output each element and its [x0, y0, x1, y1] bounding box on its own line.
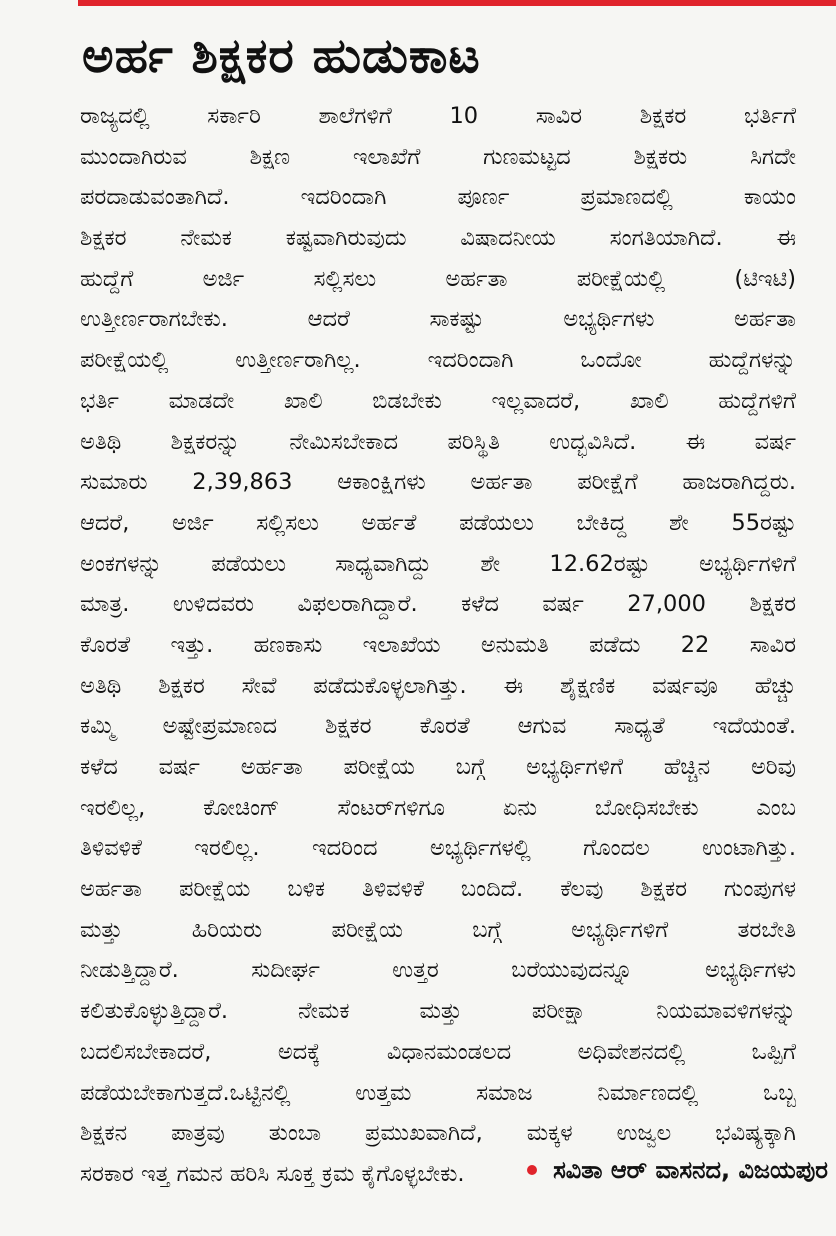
author-name: ಸವಿತಾ ಆರ್ ವಾಸನದ, ವಿಜಯಪುರ: [553, 1156, 828, 1184]
body-line: ಉತ್ತೀರ್ಣರಾಗಬೇಕು. ಆದರೆ ಸಾಕಷ್ಟು ಅಭ್ಯರ್ಥಿಗಳು ಅರ್ಹತಾ: [80, 306, 796, 333]
body-line: ಕಲಿತುಕೊಳ್ಳುತ್ತಿದ್ದಾರೆ. ನೇಮಕ ಮತ್ತು ಪರೀಕ್ಷಾ ನಿಯಮಾವಳಿಗಳನ್ನು: [80, 998, 796, 1025]
body-line: ನೀಡುತ್ತಿದ್ದಾರೆ. ಸುದೀರ್ಘ ಉತ್ತರ ಬರೆಯುವುದನ್ನೂ ಅಭ್ಯರ್ಥಿಗಳು: [80, 957, 796, 984]
newspaper-clipping: [70, 12, 806, 1222]
body-line: ಮತ್ತು ಹಿರಿಯರು ಪರೀಕ್ಷೆಯ ಬಗ್ಗೆ ಅಭ್ಯರ್ಥಿಗಳಿಗೆ ತರಬೇತಿ: [80, 916, 796, 943]
body-line: ಬದಲಿಸಬೇಕಾದರೆ, ಅದಕ್ಕೆ ವಿಧಾನಮಂಡಲದ ಅಧಿವೇಶನದಲ್ಲಿ ಒಪ್ಪಿಗೆ: [80, 1038, 796, 1065]
body-line: ಇರಲಿಲ್ಲ, ಕೋಚಿಂಗ್ ಸೆಂಟರ್‌ಗಳಿಗೂ ಏನು ಬೋಧಿಸಬೇಕು ಎಂಬ: [80, 794, 796, 821]
body-line: ಶಿಕ್ಷಕನ ಪಾತ್ರವು ತುಂಬಾ ಪ್ರಮುಖವಾಗಿದೆ, ಮಕ್ಕಳ ಉಜ್ವಲ ಭವಿಷ್ಯಕ್ಕಾಗಿ: [80, 1120, 796, 1147]
letter-body: [70, 96, 806, 1195]
body-line: ಕೊರತೆ ಇತ್ತು. ಹಣಕಾಸು ಇಲಾಖೆಯ ಅನುಮತಿ ಪಡೆದು 22 ಸಾವಿರ: [80, 631, 796, 658]
body-line: ಕಳೆದ ವರ್ಷ ಅರ್ಹತಾ ಪರೀಕ್ಷೆಯ ಬಗ್ಗೆ ಅಭ್ಯರ್ಥಿಗಳಿಗೆ ಹೆಚ್ಚಿನ ಅರಿವು: [80, 754, 796, 780]
author-signature: [527, 1156, 828, 1184]
body-line: ಅತಿಥಿ ಶಿಕ್ಷಕರ ಸೇವೆ ಪಡೆದುಕೊಳ್ಳಲಾಗಿತ್ತು. ಈ ಶೈಕ್ಷಣಿಕ ವರ್ಷವೂ ಹೆಚ್ಚು: [80, 672, 796, 699]
body-line: ಅಂಕಗಳನ್ನು ಪಡೆಯಲು ಸಾಧ್ಯವಾಗಿದ್ದು ಶೇ 12.62ರಷ್ಟು ಅಭ್ಯರ್ಥಿಗಳಿಗೆ: [80, 550, 796, 577]
body-line: ರಾಜ್ಯದಲ್ಲಿ ಸರ್ಕಾರಿ ಶಾಲೆಗಳಿಗೆ 10 ಸಾವಿರ ಶಿಕ್ಷಕರ ಭರ್ತಿಗೆ: [80, 103, 796, 129]
body-line: ಮಾತ್ರ. ಉಳಿದವರು ವಿಫಲರಾಗಿದ್ದಾರೆ. ಕಳೆದ ವರ್ಷ 27,000 ಶಿಕ್ಷಕರ: [80, 591, 796, 618]
body-line: ಭರ್ತಿ ಮಾಡದೇ ಖಾಲಿ ಬಿಡಬೇಕು ಇಲ್ಲವಾದರೆ, ಖಾಲಿ ಹುದ್ದೆಗಳಿಗೆ: [80, 387, 796, 414]
top-red-rule: [78, 0, 836, 6]
bullet-icon: [527, 1165, 537, 1175]
body-line: ಹುದ್ದೆಗೆ ಅರ್ಜಿ ಸಲ್ಲಿಸಲು ಅರ್ಹತಾ ಪರೀಕ್ಷೆಯಲ್ಲಿ (ಟಿಇಟಿ): [80, 265, 796, 292]
body-line: ಅತಿಥಿ ಶಿಕ್ಷಕರನ್ನು ನೇಮಿಸಬೇಕಾದ ಪರಿಸ್ಥಿತಿ ಉದ್ಭವಿಸಿದೆ. ಈ ವರ್ಷ: [80, 428, 796, 455]
body-line: ಪರೀಕ್ಷೆಯಲ್ಲಿ ಉತ್ತೀರ್ಣರಾಗಿಲ್ಲ. ಇದರಿಂದಾಗಿ ಒಂದೋ ಹುದ್ದೆಗಳನ್ನು: [80, 347, 796, 374]
headline: ಅರ್ಹ ಶಿಕ್ಷಕರ ಹುಡುಕಾಟ: [82, 28, 481, 84]
body-line: ಮುಂದಾಗಿರುವ ಶಿಕ್ಷಣ ಇಲಾಖೆಗೆ ಗುಣಮಟ್ಟದ ಶಿಕ್ಷಕರು ಸಿಗದೇ: [80, 143, 796, 170]
body-line: ತಿಳಿವಳಿಕೆ ಇರಲಿಲ್ಲ. ಇದರಿಂದ ಅಭ್ಯರ್ಥಿಗಳಲ್ಲಿ ಗೊಂದಲ ಉಂಟಾಗಿತ್ತು.: [80, 835, 796, 862]
body-line: ಸರಕಾರ ಇತ್ತ ಗಮನ ಹರಿಸಿ ಸೂಕ್ತ ಕ್ರಮ ಕೈಗೊಳ್ಳಬೇಕು.: [80, 1160, 465, 1187]
body-line: ಶಿಕ್ಷಕರ ನೇಮಕ ಕಷ್ಟವಾಗಿರುವುದು ವಿಷಾದನೀಯ ಸಂಗತಿಯಾಗಿದೆ. ಈ: [80, 225, 796, 252]
body-line: ಪಡೆಯಬೇಕಾಗುತ್ತದೆ.ಒಟ್ಟಿನಲ್ಲಿ ಉತ್ತಮ ಸಮಾಜ ನಿರ್ಮಾಣದಲ್ಲಿ ಒಬ್ಬ: [80, 1079, 796, 1106]
body-line: ಸುಮಾರು 2,39,863 ಆಕಾಂಕ್ಷಿಗಳು ಅರ್ಹತಾ ಪರೀಕ್ಷೆಗೆ ಹಾಜರಾಗಿದ್ದರು.: [80, 469, 796, 496]
body-line: ಅರ್ಹತಾ ಪರೀಕ್ಷೆಯ ಬಳಿಕ ತಿಳಿವಳಿಕೆ ಬಂದಿದೆ. ಕೆಲವು ಶಿಕ್ಷಕರ ಗುಂಪುಗಳ: [80, 876, 796, 903]
body-line: ಆದರೆ, ಅರ್ಜಿ ಸಲ್ಲಿಸಲು ಅರ್ಹತೆ ಪಡೆಯಲು ಬೇಕಿದ್ದ ಶೇ 55ರಷ್ಟು: [80, 509, 796, 536]
body-line: ಕಮ್ಮಿ ಅಷ್ಟೇಪ್ರಮಾಣದ ಶಿಕ್ಷಕರ ಕೊರತೆ ಆಗುವ ಸಾಧ್ಯತೆ ಇದೆಯಂತೆ.: [80, 713, 796, 740]
body-line: ಪರದಾಡುವಂತಾಗಿದೆ. ಇದರಿಂದಾಗಿ ಪೂರ್ಣ ಪ್ರಮಾಣದಲ್ಲಿ ಕಾಯಂ: [80, 184, 796, 211]
